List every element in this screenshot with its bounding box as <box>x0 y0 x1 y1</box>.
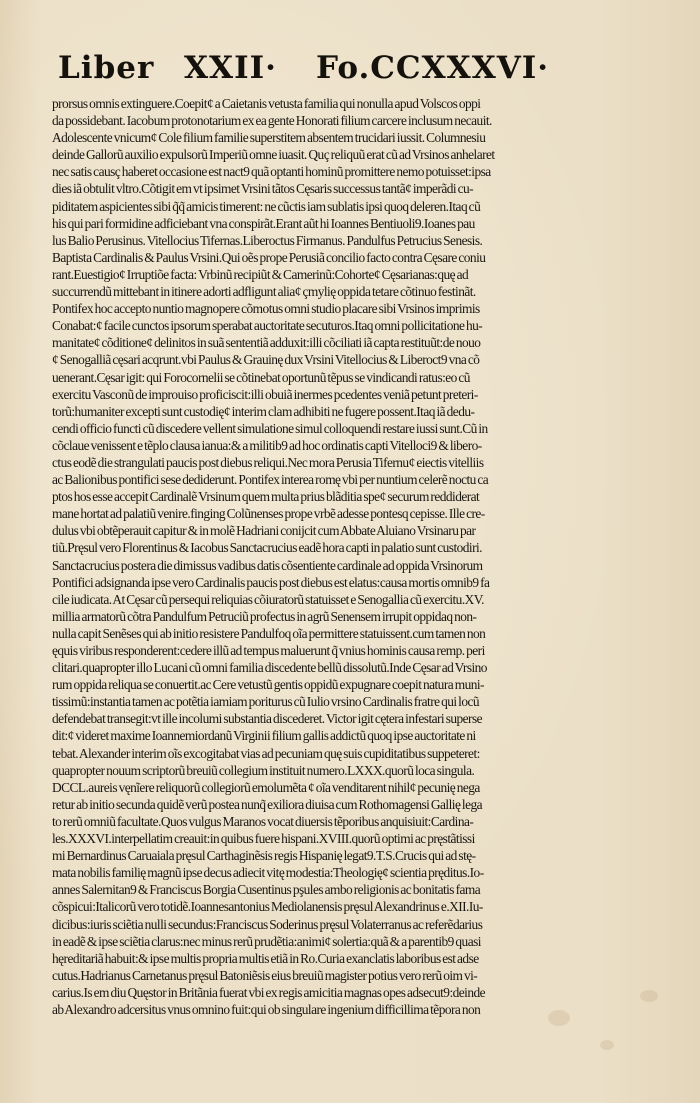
text-line: exercitu Vasconũ de improuiso proficiscit:illi obuiã inermes pcedentes veniã petunt preteri- <box>52 386 478 402</box>
text-line: torũ:humaniter excepti sunt custodię¢ interim clam adhibiti ne fugere possent.Itaq iã dedu- <box>52 403 475 419</box>
text-line: uenerant.Cęsar igit: qui Forocornelii se cõtinebat oportunũ tẽpus se vindicandi ratus:eo cũ <box>52 369 470 385</box>
text-line: mane hortat ad palatiũ venire.finging Colũnenses prope vrbẽ adesse pontesq cepisse. Ille cre- <box>52 506 485 522</box>
text-line: defendebat transegit:vt ille incolumi substantia discederet. Victor igit cętera infestari superse <box>52 711 482 727</box>
text-line: deinde Gallorũ auxilio expulsorũ Imperiũ omne iuasit. Quç reliquũ erat cũ ad Vrsinos anhelaret <box>52 147 495 163</box>
running-header <box>58 50 558 90</box>
text-line: nec satis causç haberet occasione est nact9 quã optanti hominũ promittere nemo potuisset:ipsa <box>52 164 491 180</box>
foxing-stain <box>640 990 658 1002</box>
text-line: hęreditariã habuit:& ipse multis propria multis etiã in Ro.Curia exanclatis laboribus est adse <box>52 950 479 966</box>
text-line: ęquis viribus responderent:cedere illũ ad tempus maluerunt q̃ vnius hominis causa remp. peri <box>52 643 485 658</box>
text-line: les.XXXVI.interpellatim creauit:in quibus fuere hispani.XVIII.quorũ optimi ac pręstãtissi <box>52 831 475 847</box>
text-line: succurrendũ mittebant in itinere adorti adfligunt alia¢ çmylię oppida tetare cõtinuo festinãt. <box>52 284 476 300</box>
text-line: Sanctacrucius postera die dimissus vadibus datis cõsentiente cardinale ad oppida Vrsinorum <box>52 557 483 573</box>
text-line: ac Balionibus pontifici sese dediderunt. Pontifex interea romę vbi per nuntium celerẽ noctu ca <box>52 472 489 488</box>
text-line: quapropter nouum scriptorũ breuiũ collegium instituit numero.LXXX.quorũ loca singula. <box>52 762 475 778</box>
book-number: XXII· <box>184 50 277 86</box>
book-label: Liber <box>58 50 155 86</box>
text-line: annes Salernitan9 & Franciscus Borgia Cusentinus pşules ambo religionis ac bonitatis fama <box>52 882 481 898</box>
text-line: nulla capit Senẽses qui ab initio resistere Pandulfoq oĩa permittere statuissent.cum tamen non <box>52 625 486 641</box>
text-line: ab Alexandro adcersitus vnus omnino fuit:qui ob singulare ingenium difficillima tẽpora non <box>52 1001 481 1017</box>
text-line: cõspicui:Italicorũ vero totidẽ.Ioannesantonius Mediolanensis pręsul Alexandrinus e.XII.Iu- <box>52 899 483 915</box>
text-line: his qui pari formidine adficiebant vna conspirãt.Erant aũt hi Ioannes Bentiuoli9.Ioanes pau <box>52 215 475 231</box>
text-line: tebat. Alexander interim oĩs excogitabat vias ad pecuniam quę suis cupiditatibus suppeteret: <box>52 745 480 761</box>
text-line: DCCL.aureis vęnĩere reliquorũ collegiorũ emolumẽta ¢ oĩa venditarent nihil¢ pecunię nega <box>52 779 480 795</box>
text-line: cõclaue venissent e tẽplo clausa ianua:& a militib9 ad hoc ordinatis capti Vitelloci9 & libero- <box>52 437 482 453</box>
text-line: dicibus:iuris sciẽtia nulli secundus:Franciscus Soderinus pręsul Volaterranus ac referẽdarius <box>52 916 483 932</box>
folio-number: Fo.CCXXXVI· <box>316 50 550 86</box>
text-line: cutus.Hadrianus Carnetanus pręsul Batoniẽsis eius breuiũ magister potius vero rerũ oim vi- <box>52 967 478 983</box>
text-line: ¢ Senogalliã cęsari acqrunt.vbi Paulus & Grauinę dux Vrsini Vitellocius & Liberoct9 vna cõ <box>52 352 480 368</box>
text-line: Conabat:¢ facile cunctos ipsorum sperabat auctoritate secuturos.Itaq omni pollicitatione hu- <box>52 318 483 334</box>
text-line: prorsus omnis extinguere.Coepit¢ a Caietanis vetusta familia qui nonulla apud Volscos oppi <box>52 96 481 111</box>
text-line: in eadẽ & ipse sciẽtia clarus:nec minus rerũ prudẽtia:animi¢ solertia:quã & a parentib9 quasi <box>52 933 481 949</box>
text-line: retur ab initio secunda quidẽ verũ postea nunq̃ exiliora diuisa cum Rothomagensi Gallię lega <box>52 796 483 812</box>
text-line: Baptista Cardinalis & Paulus Vrsini.Qui oẽs prope Perusiã concilio facto contra Cęsare coniu <box>52 249 486 265</box>
text-line: Adolescente vnicum¢ Cole filium familie superstitem absentem trucidari iussit. Columnesiu <box>52 130 486 146</box>
text-line: clitari.quapropter illo Lucani cũ omni familia discedente bellũ dissolutũ.Inde Cęsar ad Vrsino <box>52 660 487 676</box>
text-line: to rerũ omniũ facultate.Quos vulgus Maranos vocat diuersis tẽporibus anquisiuit:Cardina- <box>52 813 474 829</box>
text-line: lus Balio Perusinus. Vitellocius Tifernas.Liberoctus Firmanus. Pandulfus Petrucius Senesis. <box>52 232 483 248</box>
foxing-stain <box>600 1040 614 1050</box>
text-line: tissimũ:instantia tamen ac potẽtia iamiam poriturus cũ Iulio vrsino Cardinalis fratre qui locũ <box>52 694 480 710</box>
text-line: millia armatorũ cõtra Pandulfum Petruciũ profectus in agrũ Senensem irrupit oppidaq non- <box>52 608 477 624</box>
text-line: dies iã obtulit vltro.Cõtigit em vt ipsimet Vrsini tãtos Cęsaris successus tantã¢ imperãdi cu- <box>52 181 474 197</box>
text-line: tiũ.Pręsul vero Florentinus & Iacobus Sanctacrucius eadẽ hora capti in palatio sunt custodiri. <box>52 540 482 556</box>
text-line: dit:¢ videret maxime Ioannemiordanũ Virginii filium gallis addictũ quoq ipse auctoritate ni <box>52 728 476 744</box>
text-line: rum oppida reliqua se conuertit.ac Cere vetustũ gentis oppidũ expugnare coepit natura muni- <box>52 677 484 693</box>
text-line: manitate¢ cõditione¢ delinitos in suã sententiã adduxit:illi cõciliati iã capta restituũt:de nouo <box>52 335 481 351</box>
text-line: Pontifex hoc accepto nuntio magnopere cõmotus omni studio placare sibi Vrsinos imprimis <box>52 301 480 317</box>
text-line: ptos hos esse accepit Cardinalẽ Vrsinum quem multa prius blãditia spe¢ securum reddiderat <box>52 489 480 505</box>
text-line: rant.Euestigio¢ Irruptiõe facta: Vrbinũ recipiũt & Camerinũ:Cohorte¢ Cęsarianas:quę ad <box>52 266 469 282</box>
text-line: cile iudicata. At Cęsar cũ persequi reliquias cõiuratorũ statuisset e Senogallia cũ exercitu.XV. <box>52 591 484 607</box>
text-line: dulus vbi obtẽperauit capitur & in molẽ Hadriani conijcit cum Abbate Aluiano Vrsinaru par <box>52 523 476 539</box>
text-line: piditatem aspicientes sibi q̃q̃ amicis timerent: ne cũctis iam sublatis ipsi quoq deleren.Itaq cũ <box>52 198 481 214</box>
text-line: Pontifici adsignanda ipse vero Cardinalis paucis post diebus est elatus:causa mortis omnib9 fa <box>52 574 490 590</box>
text-line: mata nobilis familię magnũ ipse decus adiecit vitę modestia:Theologię¢ scientia pręditus.Io- <box>52 865 484 881</box>
text-line: cendi officio functi cũ discedere vellent simulatione simul colloquendi restare iussi sunt.Cũ in <box>52 420 488 436</box>
text-line: carius.Is em diu Quęstor in Britãnia fuerat vbi ex regis amicitia magnas opes adsecut9:deinde <box>52 984 486 1000</box>
text-line: ctus eodẽ die strangulati paucis post diebus reliqui.Nec mora Perusia Tifernu¢ eiectis vitelliis <box>52 454 484 470</box>
text-line: da possidebant. Iacobum protonotarium ex ea gente Honorati filium carcere inclusum necauit. <box>52 113 492 129</box>
text-line: mi Bernardinus Caruaiala pręsul Carthaginẽsis regis Hispanię legat9.T.S.Crucis qui ad stę- <box>52 848 476 864</box>
body-text <box>52 95 572 1018</box>
